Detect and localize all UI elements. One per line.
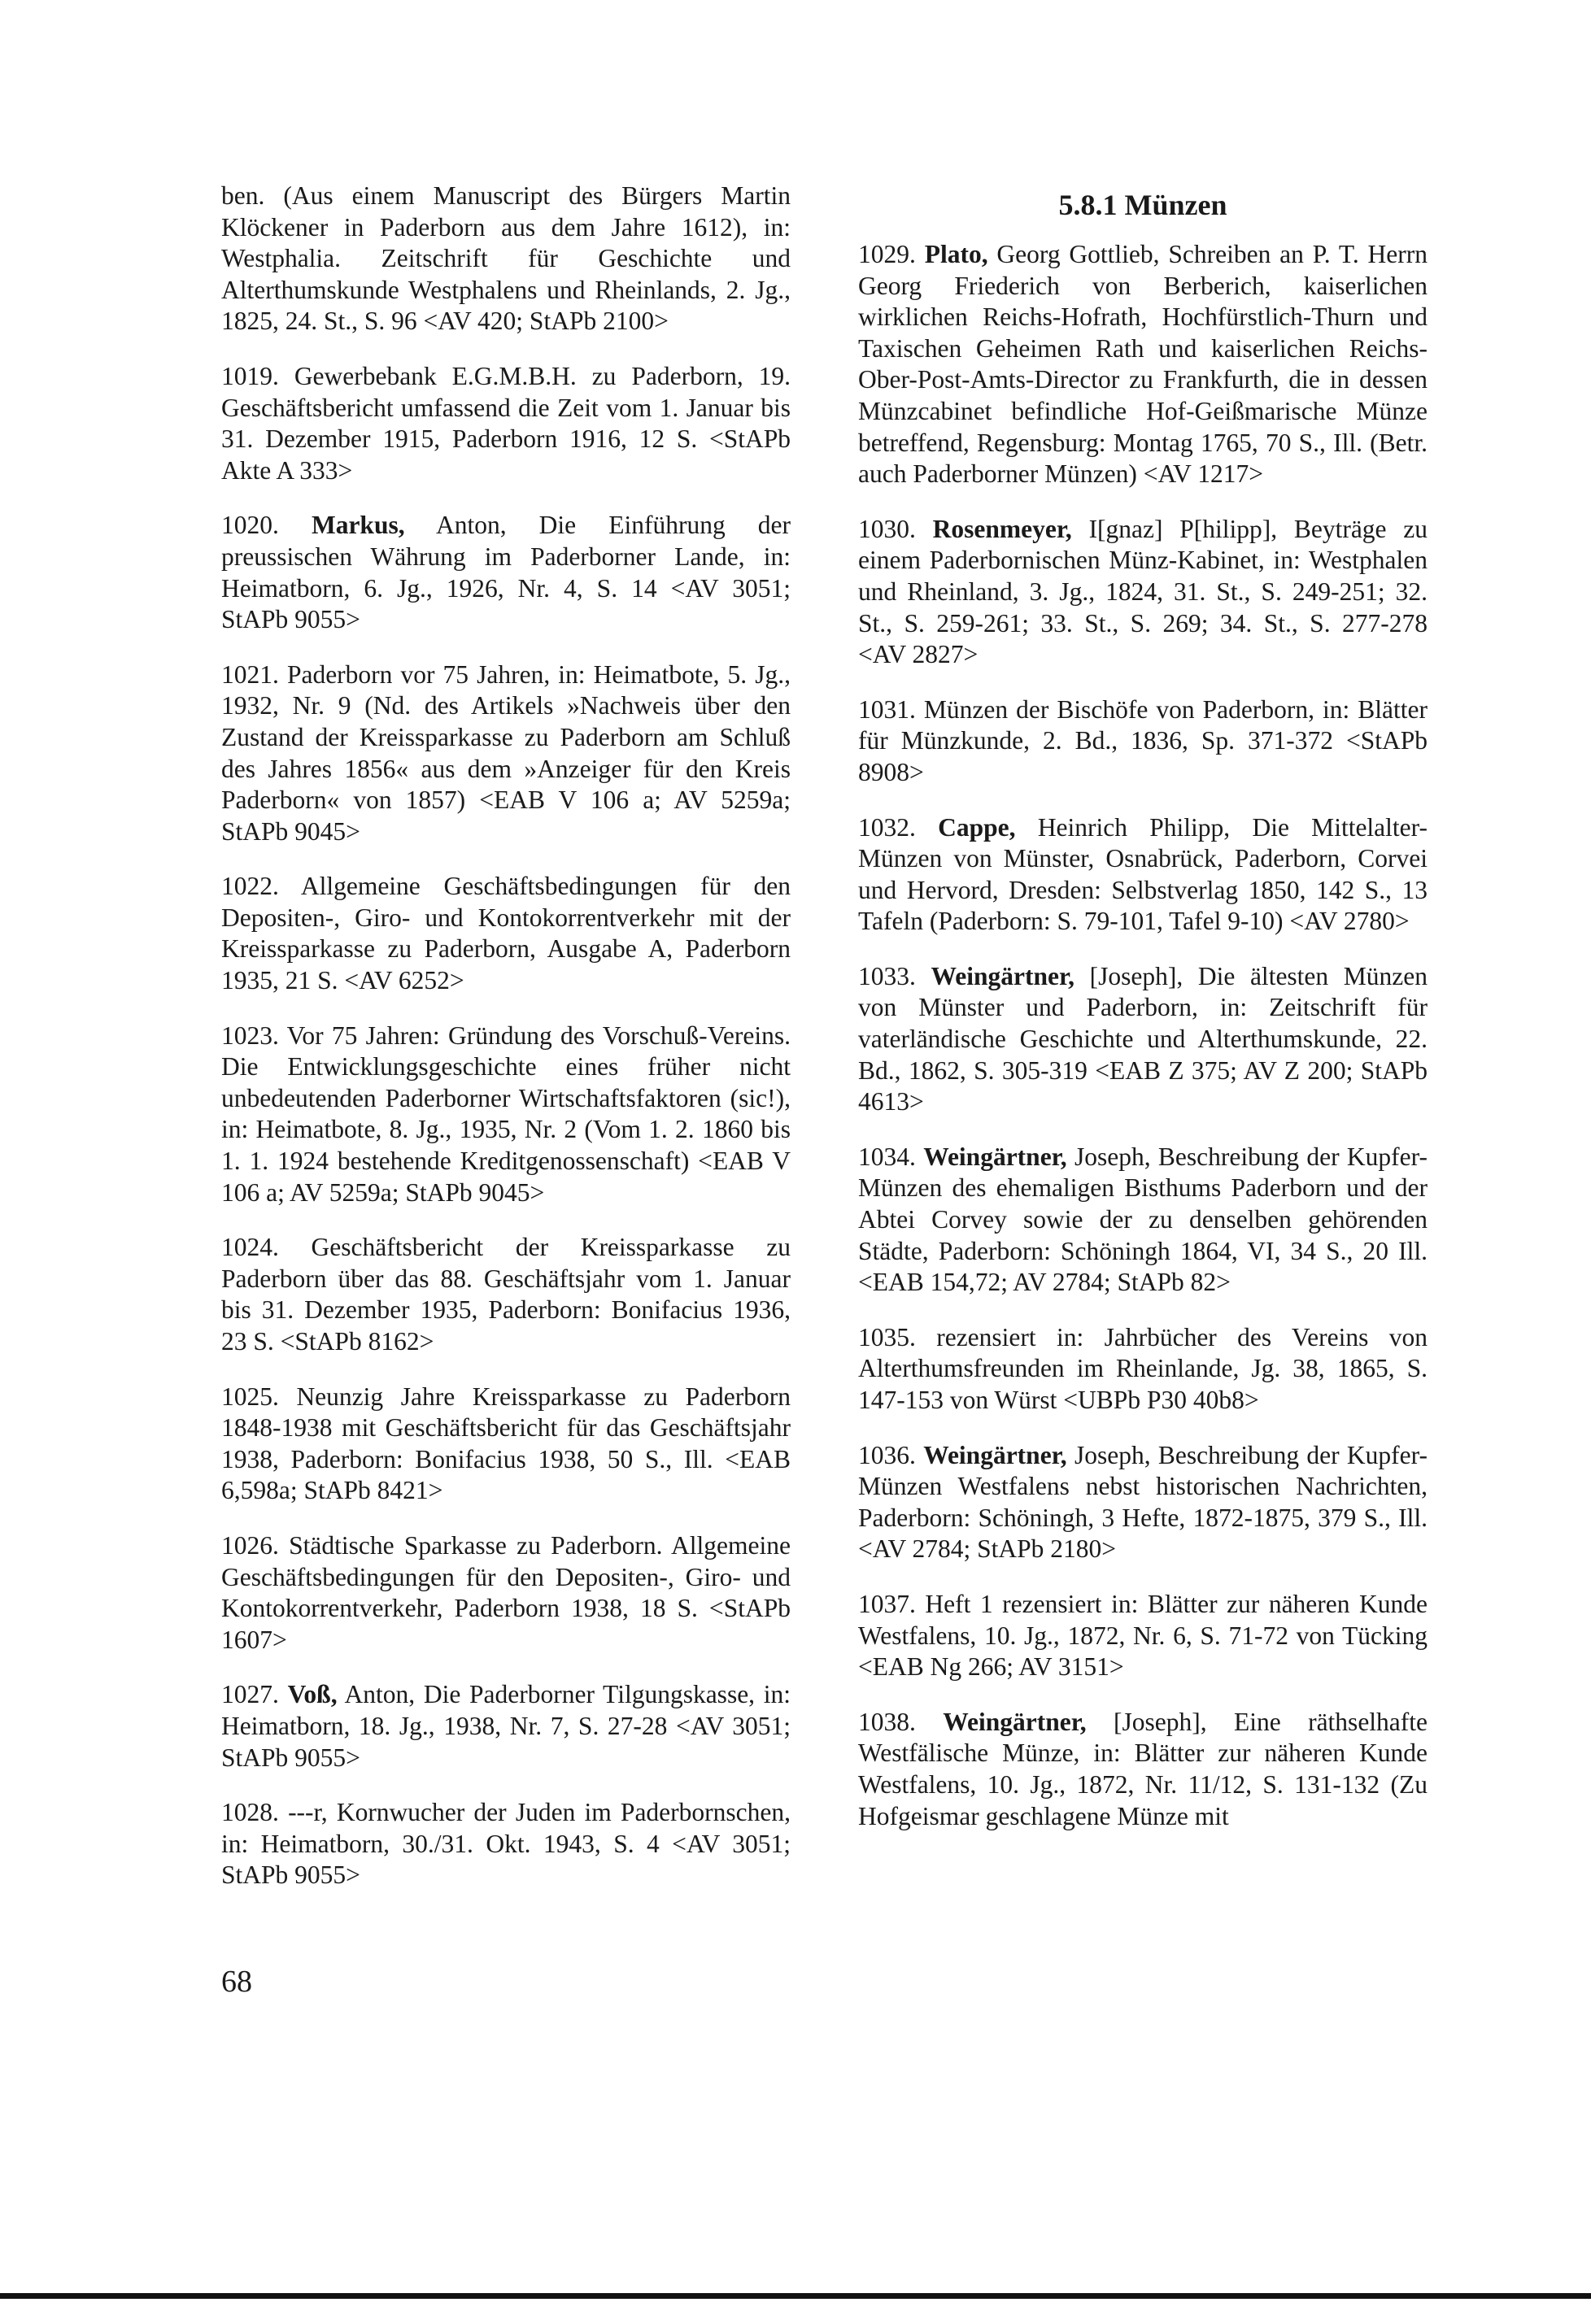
section-title: 5.8.1 Münzen (1058, 189, 1227, 221)
bibliography-entry: 1021. Paderborn vor 75 Jahren, in: Heimatbote, 5. Jg., 1932, Nr. 9 (Nd. des Artikels »Nachweis über den Zustand der Kreissparkasse zu Paderborn am Schluß des Jahres 1856« aus dem »Anzeiger für den Kreis Paderborn« von 1857) <EAB V 106 a; AV 5259a; StAPb 9045> (221, 659, 791, 846)
bibliography-entry: 1025. Neunzig Jahre Kreissparkasse zu Paderborn 1848-1938 mit Geschäftsbericht für das Geschäftsjahr 1938, Paderborn: Bonifacius 1938, 50 S., Ill. <EAB 6,598a; StAPb 8421> (221, 1382, 791, 1505)
bibliography-entry: 1023. Vor 75 Jahren: Gründung des Vorschuß-Vereins. Die Entwicklungsgeschichte eines früher nicht unbedeutenden Paderborner Wirtschaftsfaktoren (sic!), in: Heimatbote, 8. Jg., 1935, Nr. 2 (Vom 1. 2. 1860 bis 1. 1. 1924 bestehende Kreditgenossenschaft) <EAB V 106 a; AV 5259a; StAPb 9045> (221, 1021, 791, 1207)
bibliography-entry: 1035. rezensiert in: Jahrbücher des Vereins von Alterthumsfreunden im Rheinlande, Jg. 38, 1865, S. 147-153 von Würst <UBPb P30 40b8> (858, 1322, 1428, 1414)
bibliography-entry: ben. (Aus einem Manuscript des Bürgers Martin Klöckener in Paderborn aus dem Jahre 1612), in: Westphalia. Zeitschrift für Geschichte und Alterthumskunde Westphalens und Rheinlands, 2. Jg., 1825, 24. St., S. 96 <AV 420; StAPb 2100> (221, 181, 791, 336)
bottom-rule (0, 2293, 1591, 2299)
bibliography-entry: 1028. ---r, Kornwucher der Juden im Paderbornschen, in: Heimatborn, 30./31. Okt. 1943, S. 4 <AV 3051; StAPb 9055> (221, 1798, 791, 1890)
bibliography-entry: 1027. Voß, Anton, Die Paderborner Tilgungskasse, in: Heimatborn, 18. Jg., 1938, Nr. 7, S. 27-28 <AV 3051; StAPb 9055> (221, 1680, 791, 1772)
bibliography-entry: 1019. Gewerbebank E.G.M.B.H. zu Paderborn, 19. Geschäftsbericht umfassend die Zeit vom 1. Januar bis 31. Dezember 1915, Paderborn 1916, 12 S. <StAPb Akte A 333> (221, 361, 791, 485)
bibliography-entry: 1032. Cappe, Heinrich Philipp, Die Mittelalter-Münzen von Münster, Osnabrück, Paderborn, Corvei und Hervord, Dresden: Selbstverlag 1850, 142 S., 13 Tafeln (Paderborn: S. 79-101, Tafel 9-10) <AV 2780> (858, 812, 1428, 936)
bibliography-entry: 1022. Allgemeine Geschäftsbedingungen für den Depositen-, Giro- und Kontokorrentverkehr mit der Kreissparkasse zu Paderborn, Ausgabe A, Paderborn 1935, 21 S. <AV 6252> (221, 872, 791, 995)
bibliography-entry: 1031. Münzen der Bischöfe von Paderborn, in: Blätter für Münzkunde, 2. Bd., 1836, Sp. 371-372 <StAPb 8908> (858, 694, 1428, 786)
bibliography-entry: 1034. Weingärtner, Joseph, Beschreibung der Kupfer-Münzen des ehemaligen Bisthums Paderborn und der Abtei Corvey sowie der zu denselben gehörenden Städte, Paderborn: Schöningh 1864, VI, 34 S., 20 Ill. <EAB 154,72; AV 2784; StAPb 82> (858, 1142, 1428, 1297)
bibliography-entry: 1033. Weingärtner, [Joseph], Die ältesten Münzen von Münster und Paderborn, in: Zeitschrift für vaterländische Geschichte und Alterthumskunde, 22. Bd., 1862, S. 305-319 <EAB Z 375; AV Z 200; StAPb 4613> (858, 961, 1428, 1116)
bibliography-entry: 1038. Weingärtner, [Joseph], Eine räthselhafte Westfälische Münze, in: Blätter zur näheren Kunde Westfalens, 10. Jg., 1872, Nr. 11/12, S. 131-132 (Zu Hofgeismar geschlagene Münze mit (858, 1707, 1428, 1830)
bibliography-entry: 1020. Markus, Anton, Die Einführung der preussischen Währung im Paderborner Lande, in: Heimatborn, 6. Jg., 1926, Nr. 4, S. 14 <AV 3051; StAPb 9055> (221, 511, 791, 634)
bibliography-entry: 1036. Weingärtner, Joseph, Beschreibung der Kupfer-Münzen Westfalens nebst historischen Nachrichten, Paderborn: Schöningh, 3 Hefte, 1872-1875, 379 S., Ill. <AV 2784; StAPb 2180> (858, 1440, 1428, 1564)
right-column (858, 181, 1428, 1856)
bibliography-entry: 1037. Heft 1 rezensiert in: Blätter zur näheren Kunde Westfalens, 10. Jg., 1872, Nr. 6, S. 71-72 von Tücking <EAB Ng 266; AV 3151> (858, 1589, 1428, 1682)
bibliography-entry: 1024. Geschäftsbericht der Kreissparkasse zu Paderborn über das 88. Geschäftsjahr vom 1. Januar bis 31. Dezember 1935, Paderborn: Bonifacius 1936, 23 S. <StAPb 8162> (221, 1233, 791, 1356)
bibliography-entry: 1026. Städtische Sparkasse zu Paderborn. Allgemeine Geschäftsbedingungen für den Depositen-, Giro- und Kontokorrentverkehr, Paderborn 1938, 18 S. <StAPb 1607> (221, 1530, 791, 1654)
bibliography-entry: 1030. Rosenmeyer, I[gnaz] P[hilipp], Beyträge zu einem Paderbornischen Münz-Kabinet, in: Westphalen und Rheinland, 3. Jg., 1824, 31. St., S. 249-251; 32. St., S. 259-261; 33. St., S. 269; 34. St., S. 277-278 <AV 2827> (858, 514, 1428, 669)
bibliography-entry: 1029. Plato, Georg Gottlieb, Schreiben an P. T. Herrn Georg Friederich von Berberich, kaiserlichen wirklichen Reichs-Hofrath, Hochfürstlich-Thurn und Taxischen Geheimen Rath und kaiserlichen Reichs-Ober-Post-Amts-Director zu Frankfurth, die in dessen Münzcabinet befindliche Hof-Geißmarische Münze betreffend, Regensburg: Montag 1765, 70 S., Ill. (Betr. auch Paderborner Münzen) <AV 1217> (858, 240, 1428, 489)
left-column (221, 181, 791, 1915)
page-number: 68 (221, 1965, 252, 1999)
